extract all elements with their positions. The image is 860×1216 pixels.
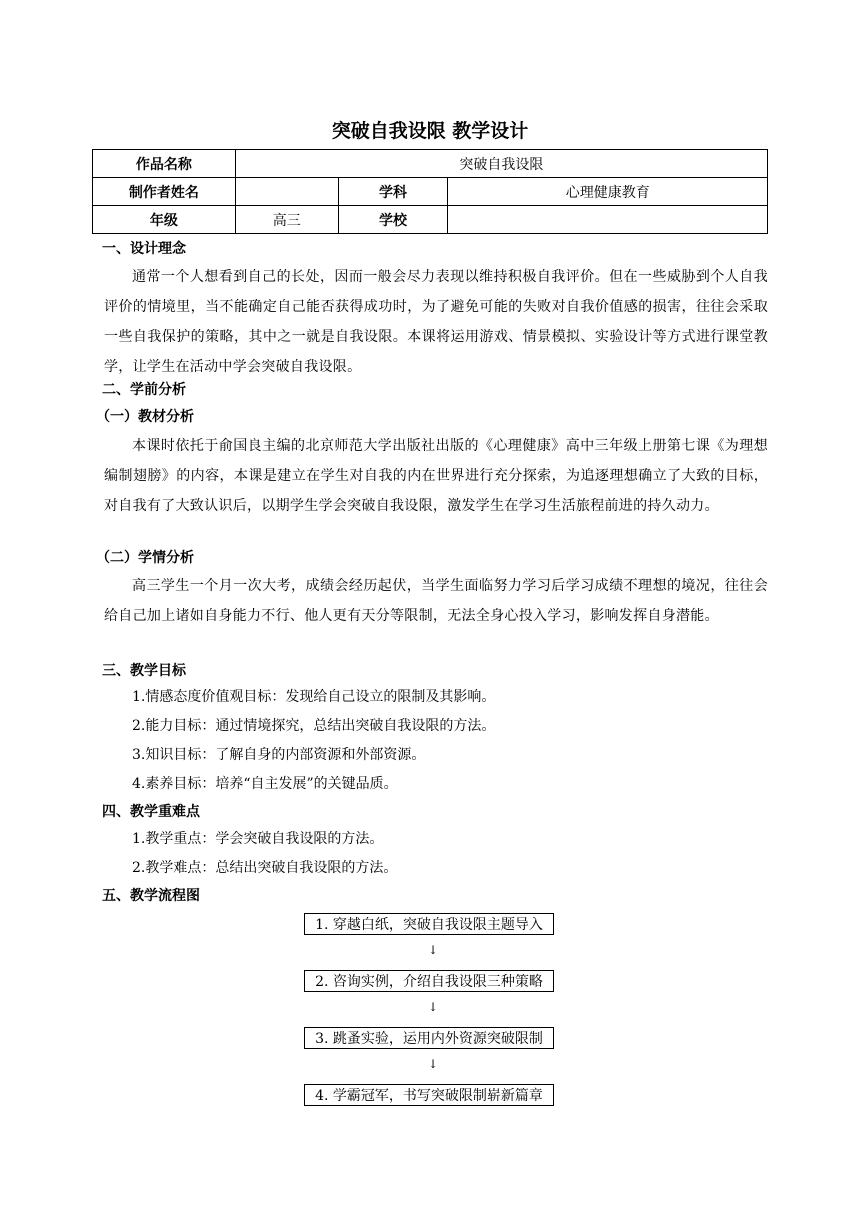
- author-label: 制作者姓名: [93, 178, 236, 206]
- flow-step: 3. 跳蚤实验，运用内外资源突破限制: [304, 1027, 554, 1049]
- arrow-down-icon: ↓: [428, 1000, 439, 1014]
- section-heading: 一、设计理念: [102, 241, 186, 257]
- list-item: 2.能力目标：通过情境探究，总结出突破自我设限的方法。: [132, 718, 496, 734]
- subject-label: 学科: [338, 178, 448, 206]
- flow-step: 1. 穿越白纸，突破自我设限主题导入: [304, 913, 554, 935]
- arrow-down-icon: ↓: [428, 1057, 439, 1071]
- work-name-label: 作品名称: [93, 150, 236, 178]
- subsection-heading: （二）学情分析: [96, 550, 194, 566]
- document-title: 突破自我设限 教学设计: [331, 120, 529, 142]
- list-item: 2.教学难点：总结出突破自我设限的方法。: [132, 860, 398, 876]
- list-item: 1.教学重点：学会突破自我设限的方法。: [132, 831, 384, 847]
- subject-value: 心理健康教育: [448, 178, 768, 206]
- school-label: 学校: [338, 206, 448, 234]
- paragraph: 通常一个人想看到自己的长处，因而一般会尽力表现以维持积极自我评价。但在一些威胁到个人自我评价的情境里，当不能确定自己能否获得成功时，为了避免可能的失败对自我价值感的损害，往往会采取一些自我保护的策略，其中之一就是自我设限。本课将运用游戏、情景模拟、实验设计等方式进行课堂教学，让学生在活动中学会突破自我设限。: [104, 269, 768, 375]
- table-row: [93, 150, 768, 178]
- arrow-down-icon: ↓: [428, 943, 439, 957]
- grade-label: 年级: [93, 206, 236, 234]
- subsection-heading: （一）教材分析: [96, 409, 194, 425]
- flow-step: 2. 咨询实例，介绍自我设限三种策略: [304, 970, 554, 992]
- info-table: [92, 149, 768, 234]
- section-heading: 四、教学重难点: [102, 804, 200, 820]
- section-heading: 五、教学流程图: [102, 888, 200, 904]
- flow-step: 4. 学霸冠军，书写突破限制崭新篇章: [304, 1084, 554, 1106]
- list-item: 1.情感态度价值观目标：发现给自己设立的限制及其影响。: [132, 689, 496, 705]
- work-name-value: 突破自我设限: [235, 150, 767, 178]
- table-row: [93, 178, 768, 206]
- paragraph: 本课时依托于俞国良主编的北京师范大学出版社出版的《心理健康》高中三年级上册第七课《为理想编制翅膀》的内容，本课是建立在学生对自我的内在世界进行充分探索，为追逐理想确立了大致的目标，对自我有了大致认识后，以期学生学会突破自我设限，激发学生在学习生活旅程前进的持久动力。: [104, 438, 768, 514]
- list-item: 3.知识目标：了解自身的内部资源和外部资源。: [132, 747, 426, 763]
- school-value: [448, 206, 768, 234]
- list-item: 4.素养目标：培养“自主发展”的关键品质。: [132, 776, 398, 792]
- table-row: [93, 206, 768, 234]
- paragraph: 高三学生一个月一次大考，成绩会经历起伏，当学生面临努力学习后学习成绩不理想的境况，往往会给自己加上诸如自身能力不行、他人更有天分等限制，无法全身心投入学习，影响发挥自身潜能。: [104, 578, 768, 624]
- section-heading: 二、学前分析: [102, 382, 186, 398]
- section-heading: 三、教学目标: [102, 663, 186, 679]
- grade-value: 高三: [235, 206, 338, 234]
- author-value: [235, 178, 338, 206]
